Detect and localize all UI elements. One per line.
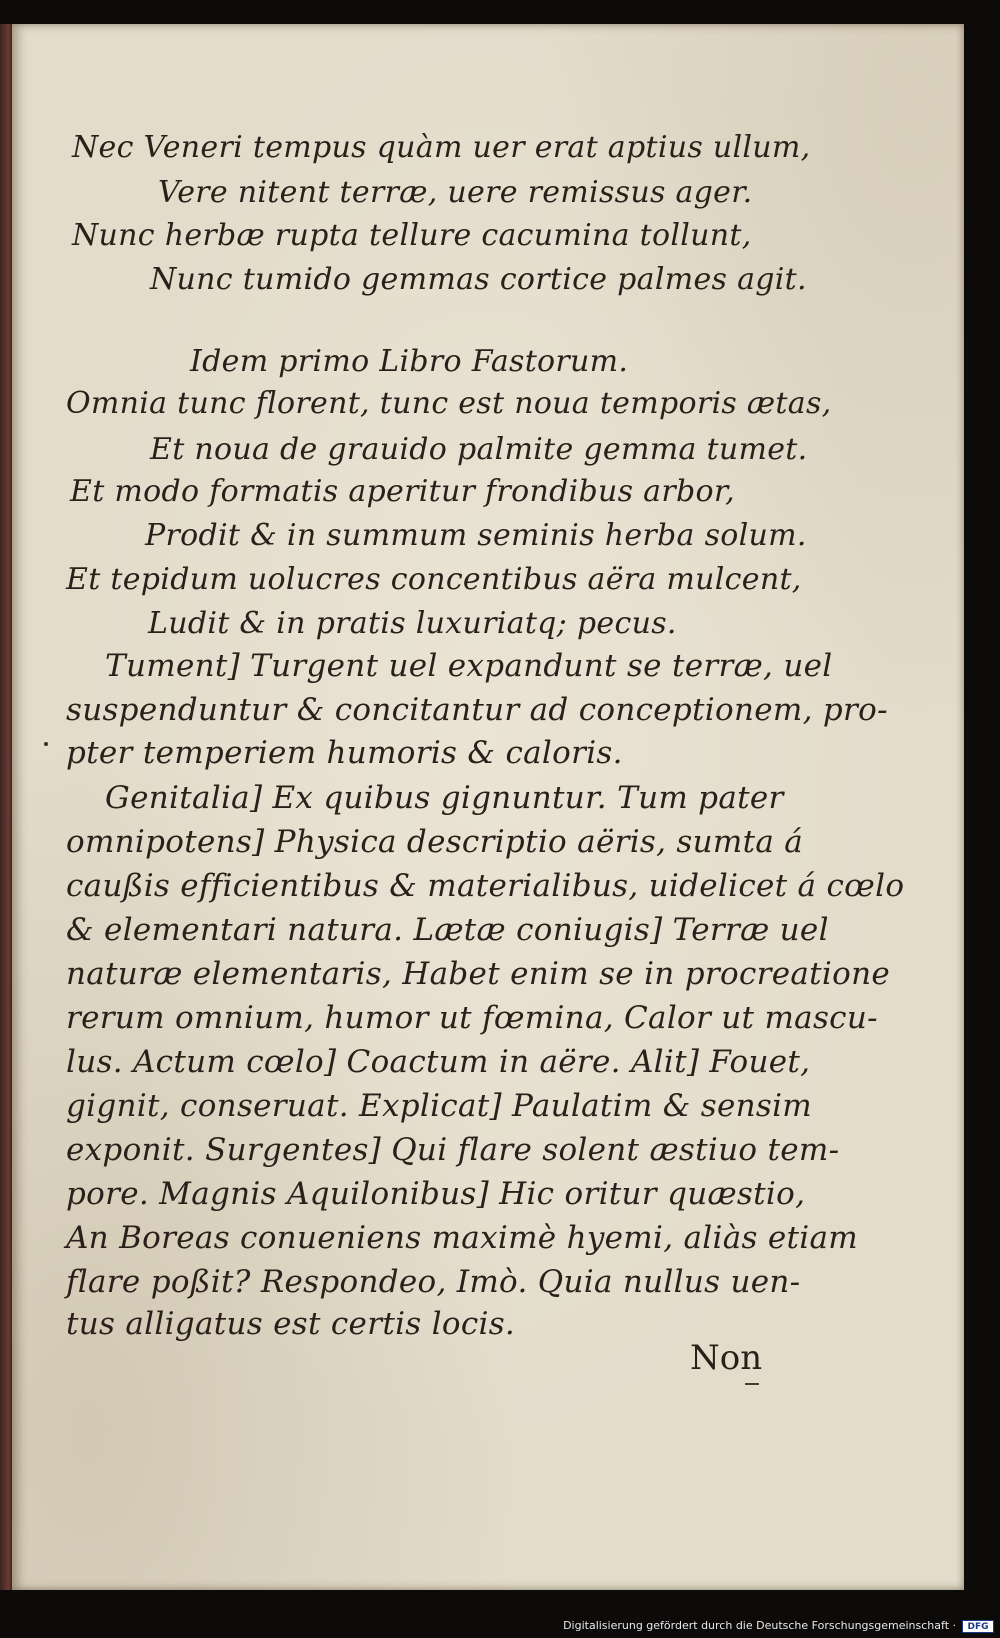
verse-line: Prodit & in summum seminis herba solum. <box>145 518 807 553</box>
dfg-logo: DFG <box>962 1620 994 1633</box>
commentary-line: An Boreas conueniens maximè hyemi, aliàs etiam <box>66 1220 858 1256</box>
commentary-line: exponit. Surgentes] Qui flare solent æstiuo tem- <box>66 1132 840 1168</box>
section-heading: Idem primo Libro Fastorum. <box>190 344 629 379</box>
commentary-line: tus alligatus est certis locis. <box>66 1306 516 1342</box>
verse-line: Ludit & in pratis luxuriatq; pecus. <box>148 606 677 641</box>
commentary-line: pore. Magnis Aquilonibus] Hic oritur quæstio, <box>66 1176 806 1212</box>
commentary-line: naturæ elementaris, Habet enim se in procreatione <box>66 956 890 992</box>
verse-line: Vere nitent terræ, uere remissus ager. <box>158 175 753 210</box>
commentary-line: lus. Actum cœlo] Coactum in aëre. Alit] Fouet, <box>66 1044 811 1080</box>
commentary-line: caußis efficientibus & materialibus, uidelicet á cœlo <box>66 868 905 904</box>
digitization-credit: Digitalisierung gefördert durch die Deutsche Forschungsgemeinschaft · <box>563 1619 956 1632</box>
commentary-line: rerum omnium, humor ut fœmina, Calor ut mascu- <box>66 1000 878 1036</box>
commentary-line: Tument] Turgent uel expandunt se terræ, uel <box>105 648 833 684</box>
verse-line: Et tepidum uolucres concentibus aëra mulcent, <box>66 562 802 597</box>
commentary-line: flare poßit? Respondeo, Imò. Quia nullus uen- <box>66 1264 801 1300</box>
verse-line: Et noua de grauido palmite gemma tumet. <box>150 432 808 467</box>
commentary-line: Genitalia] Ex quibus gignuntur. Tum pater <box>105 780 784 816</box>
commentary-line: omnipotens] Physica descriptio aëris, sumta á <box>66 824 804 860</box>
verse-line: Nunc tumido gemmas cortice palmes agit. <box>150 262 807 297</box>
catchword-mark <box>745 1383 759 1385</box>
commentary-line: suspenduntur & concitantur ad conceptionem, pro- <box>66 692 888 728</box>
verse-line: Omnia tunc florent, tunc est noua temporis ætas, <box>66 386 832 421</box>
verse-line: Nec Veneri tempus quàm uer erat aptius ullum, <box>72 130 811 165</box>
commentary-line: pter temperiem humoris & caloris. <box>66 735 623 771</box>
catchword: Non <box>690 1338 763 1378</box>
commentary-line: & elementari natura. Lætæ coniugis] Terræ uel <box>66 912 829 948</box>
commentary-line: gignit, conseruat. Explicat] Paulatim & sensim <box>66 1088 812 1124</box>
verse-line: Et modo formatis aperitur frondibus arbor, <box>70 474 736 509</box>
ink-speck <box>44 742 48 746</box>
verse-line: Nunc herbæ rupta tellure cacumina tollunt, <box>72 218 752 253</box>
